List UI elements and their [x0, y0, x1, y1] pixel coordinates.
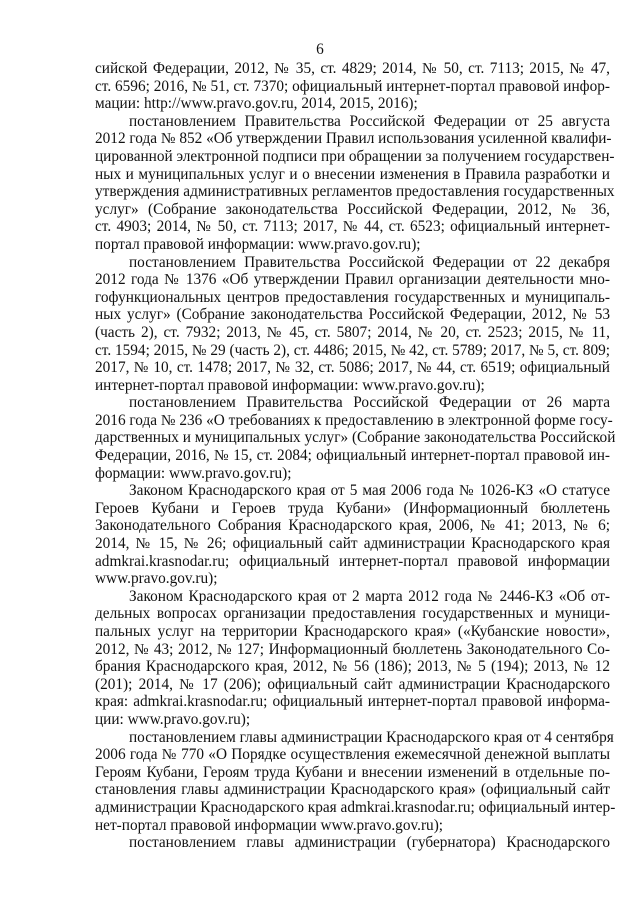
text-line: ных услуг» (Собрание законодательства Российской Федерации, 2012, № 53 [95, 306, 610, 324]
text-line: портал правовой информации: www.pravo.gov.ru); [95, 235, 421, 253]
text-line: 2016 года № 236 «О требованиях к предоставлению в электронной форме госу- [95, 411, 613, 429]
text-line: постановлением Правительства Российской Федерации от 25 августа [129, 112, 610, 130]
text-line: постановлением главы администрации Краснодарского края от 4 сентября [129, 728, 614, 746]
text-line: 2014, № 15, № 26; официальный сайт администрации Краснодарского края [95, 535, 610, 553]
text-line: Федерации, 2016, № 15, ст. 2084; официальный интернет-портал правовой ин- [95, 447, 610, 465]
text-line: услуг» (Собрание законодательства Российской Федерации, 2012, № 36, [95, 200, 610, 218]
text-line: 2017, № 10, ст. 1478; 2017, № 32, ст. 5086; 2017, № 44, ст. 6519; официальный [95, 359, 610, 377]
text-line: Героев Кубани и Героев труда Кубани» (Информационный бюллетень [95, 499, 610, 517]
text-line: мации: http://www.pravo.gov.ru, 2014, 2015, 2016); [95, 95, 418, 113]
text-line: ст. 4903; 2014, № 50, ст. 7113; 2017, № 44, ст. 6523; официальный интернет- [95, 218, 610, 236]
text-line: 2012 года № 852 «Об утверждении Правил использования усиленной квалифи- [95, 130, 612, 148]
paragraph [95, 728, 616, 835]
paragraph [95, 112, 615, 254]
text-line: пальных услуг на территории Краснодарского края» («Кубанские новости», [95, 623, 610, 640]
text-line: нет-портал правовой информации www.pravo.gov.ru); [95, 816, 444, 834]
paragraph [95, 60, 610, 113]
text-line: интернет-портал правовой информации: www.pravo.gov.ru); [95, 376, 485, 394]
text-line: гофункциональных центров предоставления государственных и муниципаль- [95, 288, 610, 306]
text-line: постановлением Правительства Российской Федерации от 26 марта [129, 394, 610, 412]
page-number: 6 [316, 41, 324, 58]
text-line: Законом Краснодарского края от 5 мая 2006 года № 1026-КЗ «О статусе [129, 482, 610, 500]
paragraph [95, 394, 616, 482]
paragraph [95, 834, 610, 852]
text-line: сийской Федерации, 2012, № 35, ст. 4829; 2014, № 50, ст. 7113; 2015, № 47, [95, 60, 610, 77]
text-line: края: admkrai.krasnodar.ru; официальный интернет-портал правовой информа- [95, 693, 610, 711]
text-line: admkrai.krasnodar.ru; официальный интернет-портал правовой информации [95, 552, 610, 570]
paragraph [95, 588, 610, 729]
text-line: ст. 1594; 2015, № 29 (часть 2), ст. 4486; 2015, № 42, ст. 5789; 2017, № 5, ст. 809; [95, 341, 610, 359]
text-line: ст. 6596; 2016, № 51, ст. 7370; официальный интернет-портал правовой инфор- [95, 77, 610, 95]
text-line: (часть 2), ст. 7932; 2013, № 45, ст. 5807; 2014, № 20, ст. 2523; 2015, № 11, [95, 323, 610, 341]
text-line: формации: www.pravo.gov.ru); [95, 464, 292, 482]
text-line: становления главы администрации Краснодарского края» (официальный сайт [95, 781, 610, 799]
text-line: брания Краснодарского края, 2012, № 56 (186); 2013, № 5 (194); 2013, № 12 [95, 658, 610, 676]
text-line: постановлением Правительства Российской Федерации от 22 декабря [129, 253, 610, 271]
paragraph [95, 254, 610, 395]
text-line: Героям Кубани, Героям труда Кубани и внесении изменений в отдельные по- [95, 763, 610, 781]
text-line: администрации Краснодарского края admkrai.krasnodar.ru; официальный интер- [95, 798, 616, 816]
text-line: 2012 года № 1376 «Об утверждении Правил организации деятельности мно- [95, 271, 610, 289]
text-line: (201); 2014, № 17 (206); официальный сайт администрации Краснодарского [95, 675, 610, 693]
text-line: постановлением главы администрации (губернатора) Краснодарского [129, 834, 610, 852]
text-line: www.pravo.gov.ru); [95, 570, 218, 588]
document-body [95, 60, 616, 852]
text-line: утверждения административных регламентов предоставления государственных [95, 183, 615, 201]
paragraph [95, 482, 610, 588]
text-line: 2006 года № 770 «О Порядке осуществления ежемесячной денежной выплаты [95, 746, 610, 764]
text-line: 2012, № 43; 2012, № 127; Информационный бюллетень Законодательного Со- [95, 640, 610, 658]
text-line: цированной электронной подписи при обращении за получением государствен- [95, 147, 615, 165]
text-line: Законодательного Собрания Краснодарского края, 2006, № 41; 2013, № 6; [95, 517, 610, 535]
text-line: ных и муниципальных услуг и о внесении изменения в Правила разработки и [95, 165, 610, 183]
text-line: дарственных и муниципальных услуг» (Собрание законодательства Российской [95, 429, 616, 447]
text-line: Законом Краснодарского края от 2 марта 2012 года № 2446-КЗ «Об от- [129, 587, 610, 605]
text-line: дельных вопросах организации предоставления государственных и муници- [95, 605, 610, 623]
text-line: ции: www.pravo.gov.ru); [95, 710, 251, 728]
